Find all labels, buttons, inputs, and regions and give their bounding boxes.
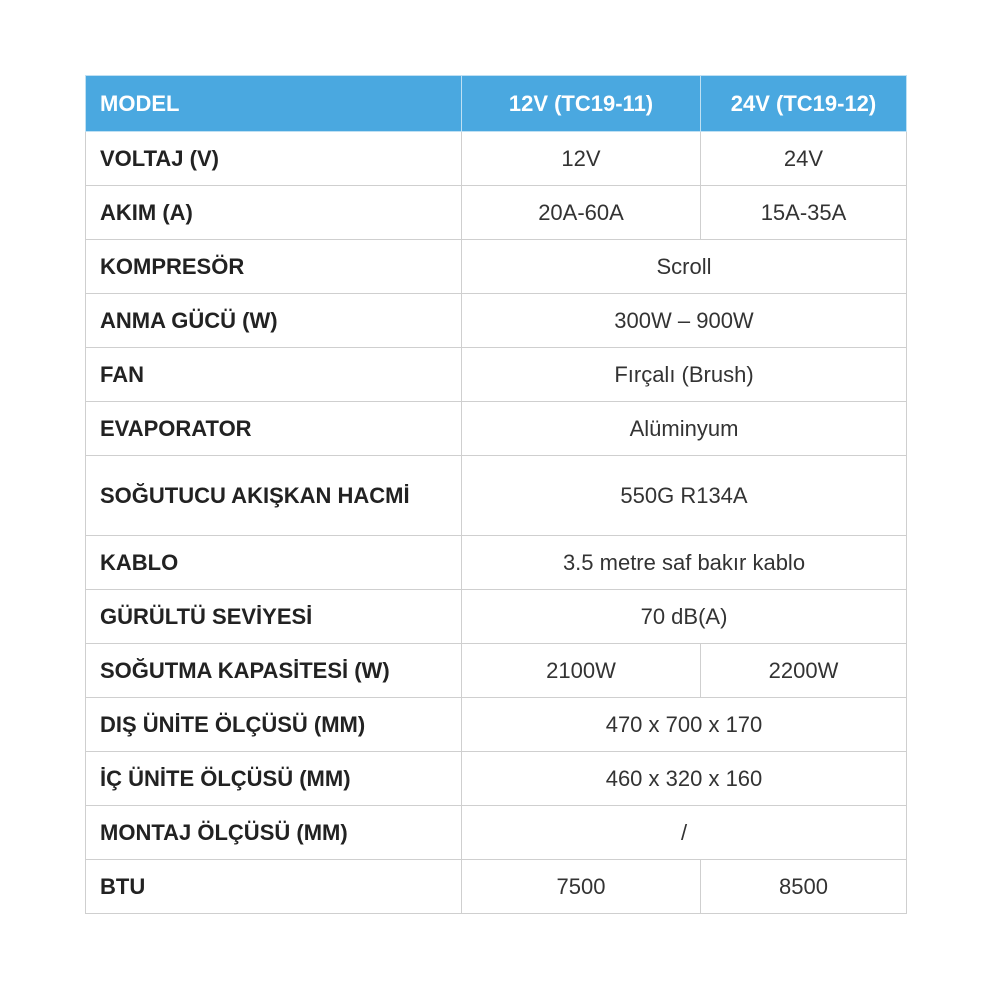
row-label: BTU xyxy=(86,860,462,914)
row-value-shared: Fırçalı (Brush) xyxy=(462,348,907,402)
spec-table xyxy=(85,75,907,914)
row-label: SOĞUTMA KAPASİTESİ (W) xyxy=(86,644,462,698)
table-row xyxy=(86,806,907,860)
table-row xyxy=(86,536,907,590)
row-value-shared: Alüminyum xyxy=(462,402,907,456)
row-label: GÜRÜLTÜ SEVİYESİ xyxy=(86,590,462,644)
row-label: İÇ ÜNİTE ÖLÇÜSÜ (MM) xyxy=(86,752,462,806)
table-row xyxy=(86,860,907,914)
row-label: AKIM (A) xyxy=(86,186,462,240)
row-value-shared: 300W – 900W xyxy=(462,294,907,348)
table-row xyxy=(86,402,907,456)
row-value-shared: Scroll xyxy=(462,240,907,294)
row-value-shared: 3.5 metre saf bakır kablo xyxy=(462,536,907,590)
row-value-shared: 550G R134A xyxy=(462,456,907,536)
row-value-24v: 24V xyxy=(701,132,907,186)
table-row xyxy=(86,456,907,536)
row-value-shared: 470 x 700 x 170 xyxy=(462,698,907,752)
header-row xyxy=(86,76,907,132)
row-value-12v: 12V xyxy=(462,132,701,186)
row-label: EVAPORATOR xyxy=(86,402,462,456)
table-row xyxy=(86,186,907,240)
header-12v-model: 12V (TC19-11) xyxy=(462,76,701,132)
row-label: SOĞUTUCU AKIŞKAN HACMİ xyxy=(86,456,462,536)
row-value-12v: 20A-60A xyxy=(462,186,701,240)
header-24v-model: 24V (TC19-12) xyxy=(701,76,907,132)
table-body xyxy=(86,132,907,914)
row-value-shared: / xyxy=(462,806,907,860)
row-value-12v: 2100W xyxy=(462,644,701,698)
row-label: VOLTAJ (V) xyxy=(86,132,462,186)
row-label: DIŞ ÜNİTE ÖLÇÜSÜ (MM) xyxy=(86,698,462,752)
row-value-shared: 70 dB(A) xyxy=(462,590,907,644)
row-value-24v: 15A-35A xyxy=(701,186,907,240)
row-label: KOMPRESÖR xyxy=(86,240,462,294)
row-value-24v: 2200W xyxy=(701,644,907,698)
header-model-label: MODEL xyxy=(86,76,462,132)
row-label: ANMA GÜCÜ (W) xyxy=(86,294,462,348)
row-label: KABLO xyxy=(86,536,462,590)
table-row xyxy=(86,294,907,348)
table-row xyxy=(86,590,907,644)
table-row xyxy=(86,348,907,402)
row-value-shared: 460 x 320 x 160 xyxy=(462,752,907,806)
row-label: MONTAJ ÖLÇÜSÜ (MM) xyxy=(86,806,462,860)
row-value-24v: 8500 xyxy=(701,860,907,914)
table-row xyxy=(86,132,907,186)
table-row xyxy=(86,240,907,294)
table-row xyxy=(86,698,907,752)
table-row xyxy=(86,644,907,698)
row-value-12v: 7500 xyxy=(462,860,701,914)
table-header xyxy=(86,76,907,132)
row-label: FAN xyxy=(86,348,462,402)
table-row xyxy=(86,752,907,806)
